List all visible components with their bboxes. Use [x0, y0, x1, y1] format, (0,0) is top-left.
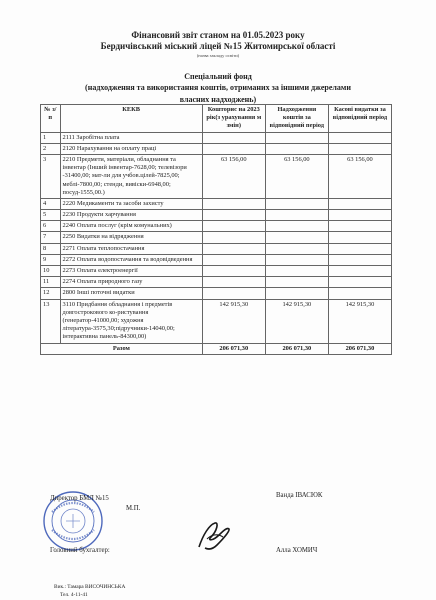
executor-name: Вик.: Тамара ВИСОЧИНСЬКА	[54, 584, 126, 590]
header-kekv: КЕКВ	[60, 105, 202, 133]
table-row	[41, 154, 392, 198]
seal-place-mark: М.П.	[126, 505, 141, 512]
report-table	[40, 104, 392, 355]
row-kekv: 2250 Видатки на відрядження	[60, 232, 202, 243]
table-row	[41, 143, 392, 154]
row-num: 9	[41, 254, 61, 265]
director-signature	[193, 517, 233, 553]
row-received	[265, 232, 328, 243]
table-header-row	[41, 105, 392, 133]
fund-description-line2: власних надходжень)	[179, 95, 257, 104]
row-spent	[328, 254, 391, 265]
row-num: 13	[41, 299, 61, 343]
school-name: Бердичівський міський ліцей №15 Житомирської області	[100, 41, 336, 51]
table-row	[41, 132, 392, 143]
header-budget: Кошторис на 2023 рік(з урахування м змін)	[202, 105, 265, 133]
total-received: 206 071,30	[265, 343, 328, 354]
row-budget	[202, 132, 265, 143]
table-row	[41, 288, 392, 299]
row-num: 7	[41, 232, 61, 243]
row-spent: 63 156,00	[328, 154, 391, 198]
row-kekv: 2210 Предмети, матеріали, обладнання та інвентар (Інший інвентар-7628,00; телевізори -31400,00; мат-ли для учбов.цілей-7825,00; меблі-7800,00; стенди, вивіски-6948,00; посуд-1555,00.)	[60, 154, 202, 198]
row-kekv: 2273 Оплата електроенергії	[60, 266, 202, 277]
row-received	[265, 132, 328, 143]
table-row	[41, 266, 392, 277]
table-row	[41, 221, 392, 232]
row-kekv: 2111 Заробітна плата	[60, 132, 202, 143]
row-received	[265, 243, 328, 254]
row-received	[265, 266, 328, 277]
fund-title: Спеціальний фонд	[184, 72, 252, 81]
row-num: 5	[41, 210, 61, 221]
row-num: 10	[41, 266, 61, 277]
row-spent: 142 915,30	[328, 299, 391, 343]
row-budget	[202, 232, 265, 243]
row-kekv: 3110 Придбання обладнання і предметів довгострокового ко-ристування (генератор-41000,00; художня література-3575,30;підручники-14040,00; інтерактивна панель-84300,00)	[60, 299, 202, 343]
row-kekv: 2271 Оплата теплопостачання	[60, 243, 202, 254]
row-received	[265, 277, 328, 288]
table-row	[41, 232, 392, 243]
row-budget	[202, 254, 265, 265]
table-row	[41, 277, 392, 288]
row-num: 8	[41, 243, 61, 254]
row-num: 4	[41, 198, 61, 209]
total-row	[41, 343, 392, 354]
row-budget	[202, 221, 265, 232]
row-budget	[202, 243, 265, 254]
total-budget: 206 071,30	[202, 343, 265, 354]
header-spent: Касові видатки за відповідний період	[328, 105, 391, 133]
row-budget	[202, 198, 265, 209]
row-num: 2	[41, 143, 61, 154]
total-label: Разом	[41, 343, 203, 354]
row-received: 142 915,30	[265, 299, 328, 343]
row-spent	[328, 266, 391, 277]
row-received: 63 156,00	[265, 154, 328, 198]
row-received	[265, 288, 328, 299]
row-received	[265, 254, 328, 265]
table-row	[41, 254, 392, 265]
accountant-name: Алла ХОМИЧ	[276, 547, 318, 554]
row-kekv: 2800 Інші поточні видатки	[60, 288, 202, 299]
row-num: 6	[41, 221, 61, 232]
row-budget: 142 915,30	[202, 299, 265, 343]
fund-description-line1: (надходження та використання коштів, отриманих за іншими джерелами	[85, 83, 351, 92]
row-kekv: 2274 Оплата природного газу	[60, 277, 202, 288]
row-received	[265, 198, 328, 209]
row-kekv: 2120 Нарахування на оплату праці	[60, 143, 202, 154]
row-spent	[328, 198, 391, 209]
header-num: № з/п	[41, 105, 61, 133]
director-label: Директор БМЛ №15	[50, 495, 109, 502]
row-received	[265, 210, 328, 221]
row-received	[265, 143, 328, 154]
row-spent	[328, 243, 391, 254]
row-kekv: 2240 Оплата послуг (крім комунальних)	[60, 221, 202, 232]
row-kekv: 2230 Продукти харчування	[60, 210, 202, 221]
row-num: 11	[41, 277, 61, 288]
header-received: Надходження коштів за відповідний період	[265, 105, 328, 133]
row-budget	[202, 277, 265, 288]
row-budget	[202, 143, 265, 154]
row-budget	[202, 210, 265, 221]
total-spent: 206 071,30	[328, 343, 391, 354]
row-spent	[328, 288, 391, 299]
row-spent	[328, 277, 391, 288]
row-spent	[328, 232, 391, 243]
row-kekv: 2272 Оплата водопостачання та водовідведення	[60, 254, 202, 265]
director-name: Ванда ІВАСЮК	[276, 492, 323, 499]
row-num: 1	[41, 132, 61, 143]
row-num: 12	[41, 288, 61, 299]
row-num: 3	[41, 154, 61, 198]
row-spent	[328, 132, 391, 143]
row-budget: 63 156,00	[202, 154, 265, 198]
row-received	[265, 221, 328, 232]
school-name-note: (назва закладу освіти)	[196, 53, 240, 58]
accountant-label: Головний бухгалтер:	[50, 547, 110, 554]
row-budget	[202, 266, 265, 277]
row-spent	[328, 221, 391, 232]
report-title: Фінансовий звіт станом на 01.05.2023 року	[131, 30, 305, 40]
row-kekv: 2220 Медикаменти та засоби захисту	[60, 198, 202, 209]
table-row	[41, 210, 392, 221]
row-budget	[202, 288, 265, 299]
table-row	[41, 243, 392, 254]
table-row	[41, 198, 392, 209]
table-row	[41, 299, 392, 343]
executor-phone: Тел. 4-11-41	[60, 592, 88, 598]
row-spent	[328, 210, 391, 221]
row-spent	[328, 143, 391, 154]
